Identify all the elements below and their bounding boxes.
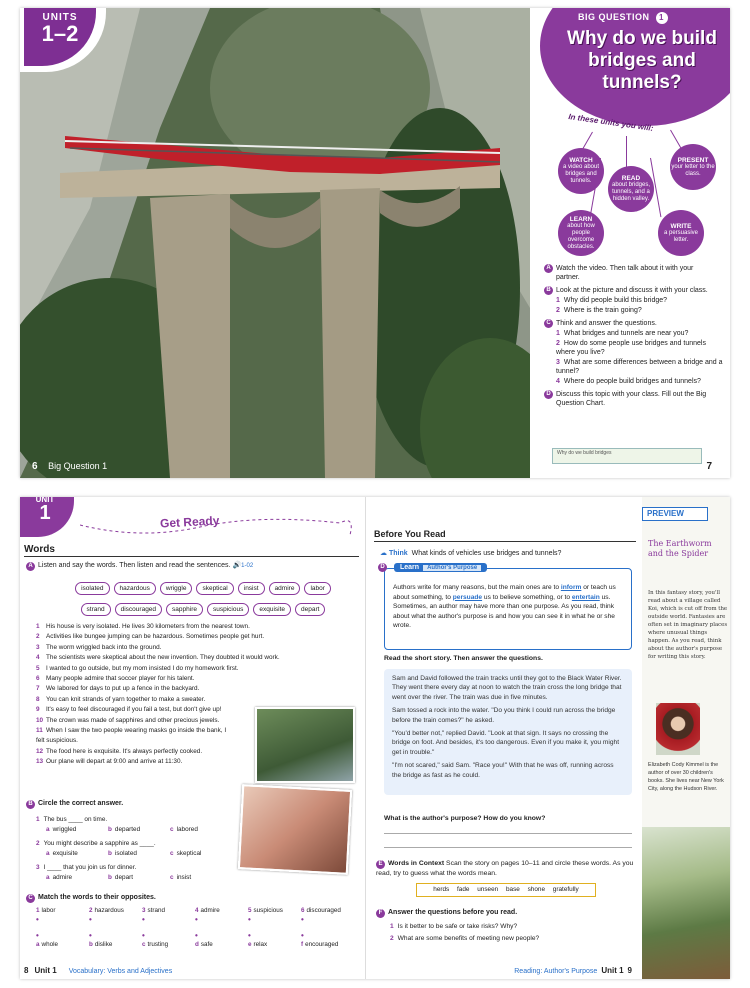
reading-page <box>365 497 642 979</box>
goal-write: WRITE a persuasive letter. <box>658 210 704 256</box>
vocabulary-page <box>20 497 365 979</box>
right-page-footer: Reading: Author's Purpose Unit 1 9 <box>514 966 632 975</box>
match-words-bottom: a whole b dislike c trusting d safe e relax f encouraged <box>36 941 339 948</box>
bottom-spread <box>20 497 730 979</box>
page-number: 7 <box>706 461 712 472</box>
units-intro: In these units you will: <box>567 112 655 133</box>
audio-icon[interactable]: 🔊 <box>232 562 242 569</box>
think-bubble-icon: ☁ <box>380 550 387 557</box>
b-question-1: 1 The bus ____ on time. a wriggled b departed c labored <box>36 816 198 833</box>
b-question-3: 3 I ____ that you join us for dinner. a admire b depart c insist <box>36 864 192 881</box>
match-dots-top: • • • • • • <box>36 915 304 924</box>
activity-a: A Watch the video. Then talk about it with your partner. <box>544 264 724 282</box>
activity-b: B Look at the picture and discuss it with your class. 1 Why did people build this bridge? 2 Where is the train going? <box>544 286 724 315</box>
author-bio: Elizabeth Cody Kimmel is the author of over 30 children's books. She lives near New York City, along the Hudson River. <box>648 762 724 792</box>
answer-line[interactable] <box>384 833 632 834</box>
words-in-context-instruction: E Words in Context Scan the story on pages 10–11 and circle these words. As you read, try to guess what the words mean. <box>376 860 634 877</box>
learn-box: Authors write for many reasons, but the main ones are to inform or teach us about something, to persuade us to believe something, or to entertain us. Sometimes, an author may have more than one purpose. As you read, think about what the author's purpose is and how you can see it in what he or she wrote. <box>384 568 632 650</box>
left-page-footer: 8 Unit 1 Vocabulary: Verbs and Adjectives <box>24 966 173 975</box>
big-question-label: BIG QUESTION 1 <box>578 11 668 24</box>
units-badge-range: 1–2 <box>41 21 79 46</box>
section-a-instruction: A Listen and say the words. Then listen and read the sentences. 🔊1-02 <box>26 561 253 571</box>
goal-read: READ about bridges, tunnels, and a hidden valley. <box>608 166 654 212</box>
units-badge-label: UNITS <box>42 12 78 23</box>
f-question-2: 2 What are some benefits of meeting new people? <box>390 935 540 942</box>
left-page-footer <box>32 461 107 472</box>
answer-line[interactable] <box>384 847 632 848</box>
section-d-letter: D <box>378 563 387 572</box>
b-question-2: 2 You might describe a sapphire as ____. a exquisite b isolated c skeptical <box>36 840 202 857</box>
big-question-number: 1 <box>656 12 668 24</box>
knitting-photo <box>238 784 352 875</box>
short-story: Sam and David followed the train tracks until they got to the Black Water River. They went there every day at noon to watch the train cross the long bridge that went over the river. The train was due in five minutes. Sam tossed a rock into the water. "Do you think I could run across the bridge before the train comes?" he asked. "You'd better not," replied David. "Look at that sign. It says no crossing the bridge on foot. And besides, it's too dangerous. Even if you make it, you might get in trouble." "I'm not scared," said Sam. "Race you!" With that he was off, running across the bridge as fast as he could. <box>384 669 632 795</box>
get-ready-title: Get Ready <box>159 513 220 531</box>
preview-panel <box>642 497 730 979</box>
story-illustration <box>642 827 730 979</box>
preview-description: In this fantasy story, you'll read about a village called Koi, which is cut off from the outside world. Fantasies are often set in imaginary places where unusual things happen. As you read, think about the author's purpose for writing this story. <box>648 590 728 660</box>
author-photo <box>656 703 700 755</box>
section-c-instruction: C Match the words to their opposites. <box>26 894 156 903</box>
section-b-instruction: B Circle the correct answer. <box>26 800 123 809</box>
word-bank-row-2: strand discouraged sapphire suspicious exquisite depart <box>58 598 348 616</box>
activity-d: D Discuss this topic with your class. Fill out the Big Question Chart. <box>544 390 724 408</box>
page-number: 6 <box>32 461 38 472</box>
unit-tab: UNIT 1 <box>20 497 74 537</box>
match-words-top: 1 labor 2 hazardous 3 strand 4 admire 5 suspicious 6 discouraged <box>36 907 341 914</box>
f-question-1: 1 Is it better to be safe or take risks? Why? <box>390 923 518 930</box>
purpose-question: What is the author's purpose? How do you know? <box>384 815 546 822</box>
word-bank-row-1: isolated hazardous wriggle skeptical insist admire labor <box>58 577 348 595</box>
goal-watch: WATCH a video about bridges and tunnels. <box>558 148 604 194</box>
match-dots-bottom: • • • • • • <box>36 931 304 940</box>
preview-story-title: The Earthworm and the Spider <box>648 539 712 558</box>
goal-learn: LEARN about how people overcome obstacles. <box>558 210 604 256</box>
big-question-chart-thumbnail: Why do we build bridges <box>552 448 702 464</box>
preview-tab: PREVIEW <box>642 507 708 521</box>
think-prompt: ☁ Think What kinds of vehicles use bridges and tunnels? <box>380 550 562 557</box>
words-in-context-bank: herds fade unseen base shone gratefully <box>416 883 596 897</box>
activity-c: C Think and answer the questions. 1 What bridges and tunnels are near you? 2 How do some people use bridges and tunnels where you live? 3 What are some differences between a bridge and a tunnel? 4 Where do people build bridges and tunnels? <box>544 319 724 386</box>
activities-list <box>544 264 724 412</box>
bungee-jump-photo <box>255 707 355 783</box>
words-heading: Words <box>24 544 55 555</box>
read-instruction: Read the short story. Then answer the questions. <box>384 655 543 662</box>
footer-label: Big Question 1 <box>48 461 108 471</box>
big-question-page <box>530 8 730 478</box>
example-sentences: 1 His house is very isolated. He lives 30 kilometers from the nearest town. 2 Activities like bungee jumping can be hazardous. Sometimes people get hurt. 3 The worm wriggled back into the ground. 4 The scientists were skeptical about the new invention. They doubted it would work. 5 I wanted to go outside, but my mom insisted I do my homework first. 6 Many people admire that soccer player for his talent. 7 We labored for days to put up a fence in the backyard. 8 You can knit strands of yarn together to make a sweater. 9 It's easy to feel discouraged if you fail a test, but don't give up! 10 The crown was made of sapphires and other precious jewels. 11 When I saw the two people wearing masks go inside the bank, I felt suspicious. 12 The food here is exquisite. It's always perfectly cooked. 13 Our plane will depart at 9:00 and arrive at 11:30. <box>36 623 280 766</box>
goal-present: PRESENT your letter to the class. <box>670 144 716 190</box>
bridge-train-photo <box>20 8 530 478</box>
section-f-instruction: F Answer the questions before you read. <box>376 909 517 918</box>
learn-tab: Learn Author's Purpose <box>394 563 487 572</box>
big-question-title: Why do we build bridges and tunnels? <box>567 28 717 93</box>
before-you-read-heading: Before You Read <box>374 529 446 539</box>
decorative-dashed-wave <box>80 505 360 540</box>
top-spread <box>20 8 730 478</box>
